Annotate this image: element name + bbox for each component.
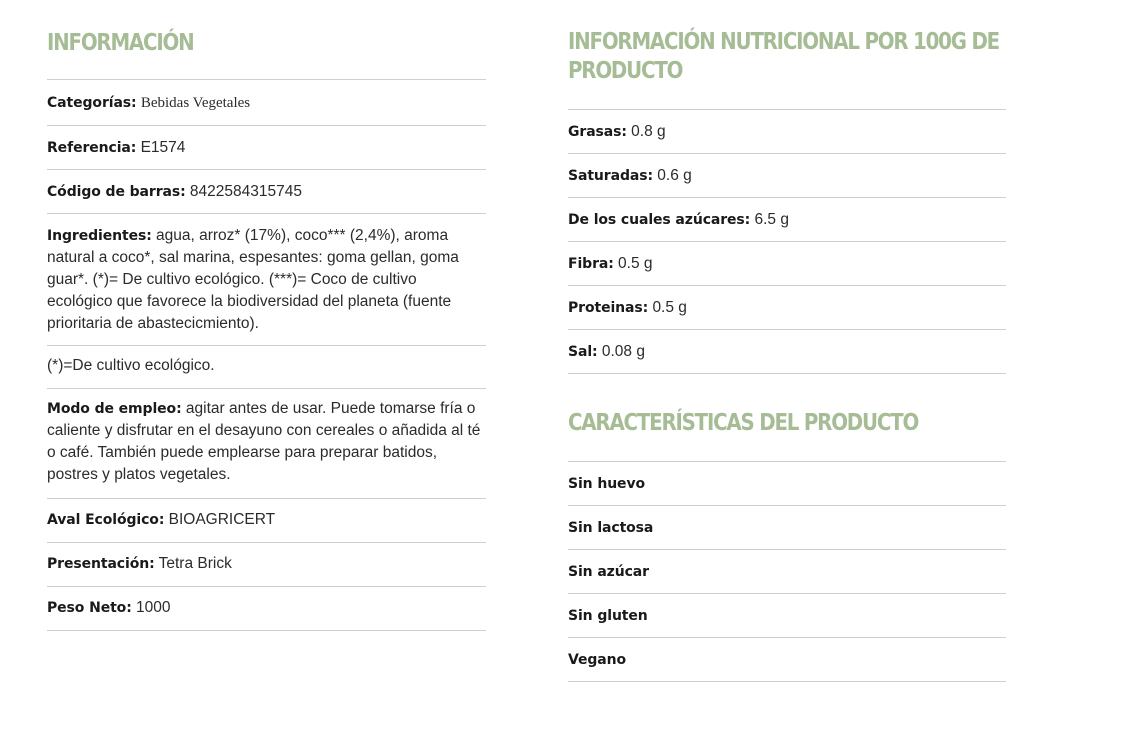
- nutrition-value: 0.5 g: [618, 255, 653, 272]
- info-value-categories-link[interactable]: Bebidas Vegetales: [140, 95, 251, 111]
- info-row-ingredients: [47, 214, 486, 346]
- nutrition-heading: INFORMACIÓN NUTRICIONAL POR 100G DE PRODUCTO: [568, 29, 999, 84]
- info-value: Tetra Brick: [158, 555, 232, 572]
- feature-item: [568, 462, 1006, 506]
- info-row-net-weight: [47, 587, 486, 631]
- feature-label: Sin azúcar: [568, 564, 649, 580]
- nutrition-label: Grasas:: [568, 124, 627, 140]
- nutrition-row-saturated: [568, 154, 1006, 198]
- info-row-usage: [47, 389, 486, 499]
- info-value: (*)=De cultivo ecológico.: [47, 357, 215, 374]
- info-row-barcode: [47, 170, 486, 214]
- info-label: Ingredientes:: [47, 228, 152, 244]
- nutrition-row-sugars: [568, 198, 1006, 242]
- info-label: Aval Ecológico:: [47, 512, 165, 528]
- info-row-reference: [47, 126, 486, 170]
- features-list: [568, 461, 1006, 682]
- nutrition-list: [568, 109, 1006, 374]
- info-value: E1574: [140, 139, 186, 156]
- nutrition-value: 0.08 g: [601, 343, 645, 360]
- feature-label: Vegano: [568, 652, 627, 668]
- feature-item: [568, 638, 1006, 682]
- info-row-presentation: [47, 543, 486, 587]
- nutrition-label: De los cuales azúcares:: [568, 212, 751, 228]
- info-value: 1000: [136, 599, 171, 616]
- info-value: agitar antes de usar. Puede tomarse fría o caliente y disfrutar en el desayuno con cereales o añadida al té o café. También puede emplearse para preparar batidos, postres y platos vegetales.: [47, 400, 481, 483]
- info-value: agua, arroz* (17%), coco*** (2,4%), aroma natural a coco*, sal marina, espesantes: goma gellan, goma guar*. (*)= De cultivo ecológico. (***)= Coco de cultivo ecológico que favorece la biodiversidad del planeta (fuente prioritaria de abastecicmiento).: [47, 227, 459, 332]
- info-row-categories: [47, 80, 486, 126]
- nutrition-row-protein: [568, 286, 1006, 330]
- features-heading: CARACTERÍSTICAS DEL PRODUCTO: [568, 410, 919, 436]
- nutrition-label: Fibra:: [568, 256, 614, 272]
- nutrition-value: 0.8 g: [631, 123, 666, 140]
- nutrition-row-fiber: [568, 242, 1006, 286]
- nutrition-value: 6.5 g: [754, 211, 789, 228]
- feature-label: Sin gluten: [568, 608, 648, 624]
- feature-item: [568, 594, 1006, 638]
- nutrition-value: 0.6 g: [657, 167, 692, 184]
- info-row-eco-cert: [47, 499, 486, 543]
- info-value: BIOAGRICERT: [168, 511, 276, 528]
- info-label: Categorías:: [47, 95, 137, 111]
- nutrition-row-fat: [568, 110, 1006, 154]
- nutrition-value: 0.5 g: [652, 299, 687, 316]
- info-label: Presentación:: [47, 556, 155, 572]
- feature-item: [568, 550, 1006, 594]
- feature-item: [568, 506, 1006, 550]
- info-value: 8422584315745: [189, 183, 302, 200]
- feature-label: Sin huevo: [568, 476, 645, 492]
- info-label: Código de barras:: [47, 184, 186, 200]
- info-label: Referencia:: [47, 140, 137, 156]
- info-heading: INFORMACIÓN: [47, 30, 194, 56]
- info-label: Peso Neto:: [47, 600, 132, 616]
- nutrition-label: Proteinas:: [568, 300, 649, 316]
- info-row-note: [47, 346, 486, 389]
- nutrition-label: Saturadas:: [568, 168, 653, 184]
- info-label: Modo de empleo:: [47, 401, 182, 417]
- nutrition-row-salt: [568, 330, 1006, 374]
- nutrition-label: Sal:: [568, 344, 598, 360]
- feature-label: Sin lactosa: [568, 520, 654, 536]
- info-list: [47, 79, 486, 631]
